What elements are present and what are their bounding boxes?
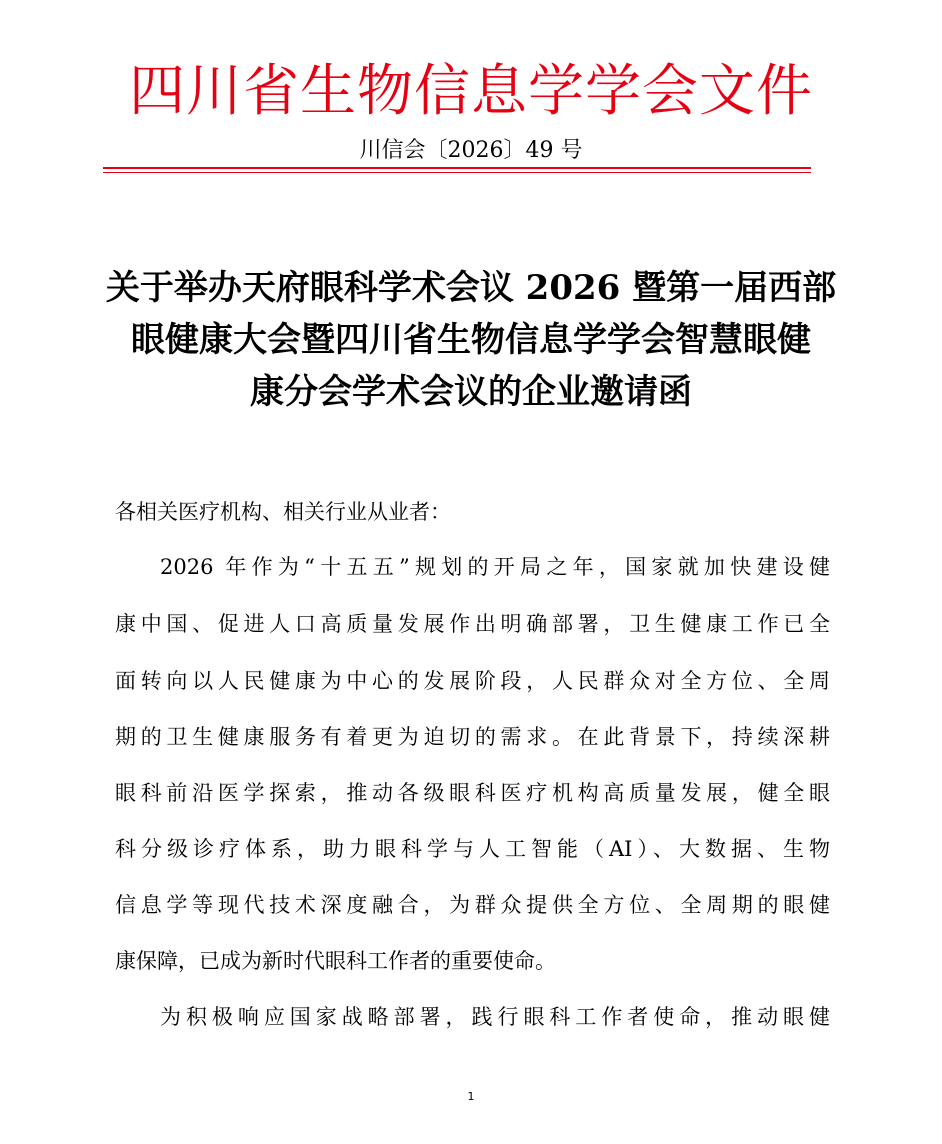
document-number: 川信会〔2026〕49 号: [359, 138, 583, 163]
paragraph-1-line-8: 康保障，已成为新时代眼科工作者的重要使命。: [115, 949, 556, 973]
paragraph-1-line-7: 信息学等现代技术深度融合，为群众提供全方位、全周期的眼健: [115, 893, 830, 917]
paragraph-1-line-2: 康中国、促进人口高质量发展作出明确部署，卫生健康工作已全: [115, 612, 830, 636]
document-title-line-1: 关于举办天府眼科学术会议 2026 暨第一届西部: [105, 268, 837, 308]
paragraph-1-line-6: 科分级诊疗体系，助力眼科学与人工智能（AI）、大数据、生物: [115, 837, 830, 861]
paragraph-1-line-3: 面转向以人民健康为中心的发展阶段，人民群众对全方位、全周: [115, 669, 830, 693]
red-separator-rule-thick: [103, 167, 811, 169]
document-title-line-2: 眼健康大会暨四川省生物信息学学会智慧眼健: [131, 320, 811, 360]
red-separator-rule-thin: [103, 172, 811, 173]
salutation: 各相关医疗机构、相关行业从业者：: [115, 500, 451, 524]
paragraph-1-line-1: 2026 年作为“十五五”规划的开局之年，国家就加快建设健: [160, 555, 830, 579]
document-title-line-3: 康分会学术会议的企业邀请函: [250, 372, 692, 412]
document-title: [0, 262, 942, 418]
paragraph-1-line-5: 眼科前沿医学探索，推动各级眼科医疗机构高质量发展，健全眼: [115, 781, 830, 805]
issuing-organization-header: 四川省生物信息学学会文件: [129, 59, 813, 124]
page-number: 1: [467, 1090, 475, 1103]
paragraph-2-line-1: 为积极响应国家战略部署，践行眼科工作者使命，推动眼健: [160, 1005, 830, 1029]
paragraph-1-line-4: 期的卫生健康服务有着更为迫切的需求。在此背景下，持续深耕: [115, 725, 830, 749]
